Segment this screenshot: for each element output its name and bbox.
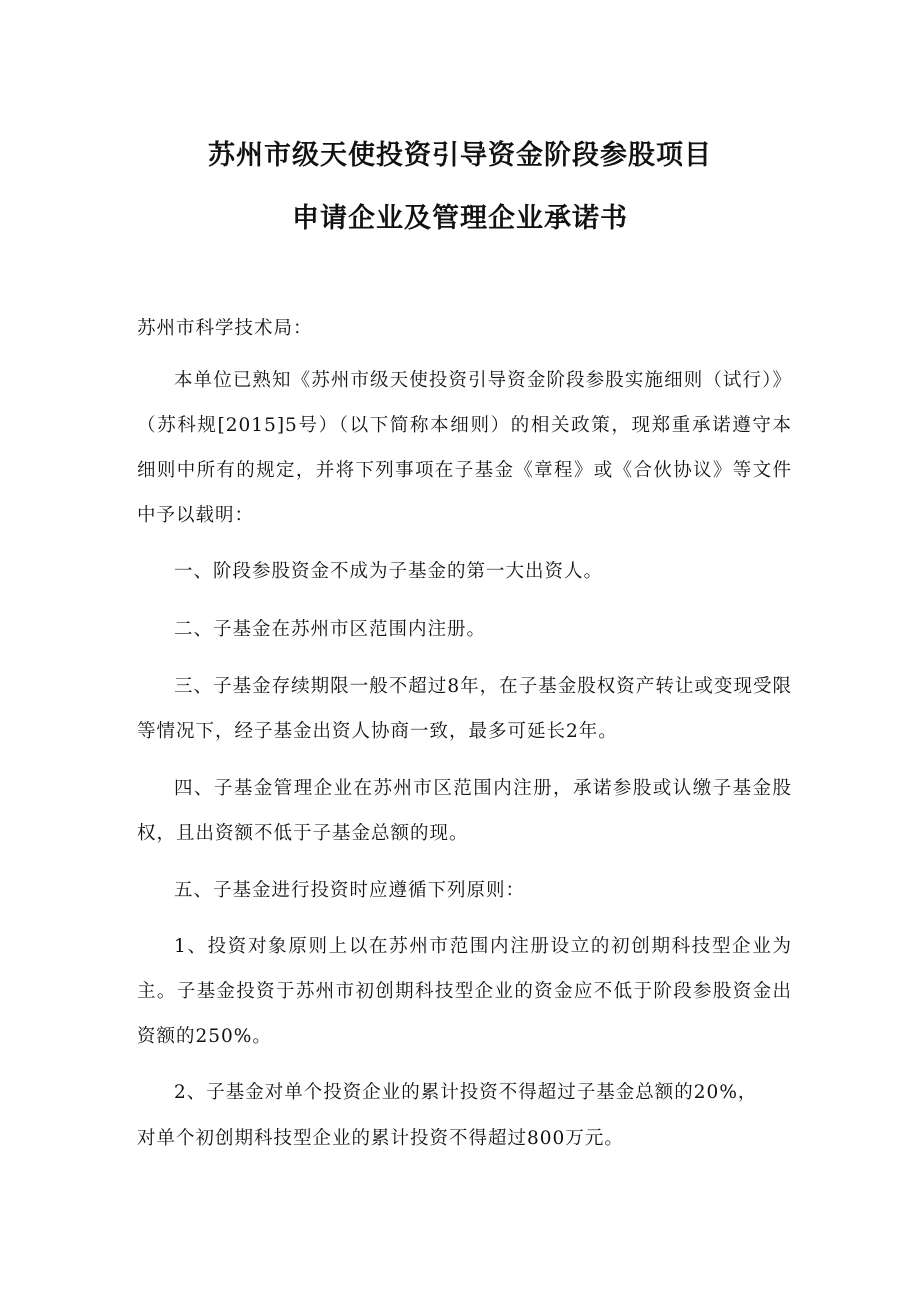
salutation: 苏州市科学技术局： bbox=[137, 318, 313, 339]
paragraph-intro: 本单位已熟知《苏州市级天使投资引导资金阶段参股实施细则（试行）》（苏科规[2015]5号）（以下简称本细则）的相关政策，现郑重承诺遵守本细则中所有的规定，并将下列事项在子基金《章程》或《合伙协议》等文件中予以载明： bbox=[137, 370, 792, 526]
paragraph-item-4: 四、子基金管理企业在苏州市区范围内注册，承诺参股或认缴子基金股权，且出资额不低于子基金总额的现。 bbox=[137, 778, 792, 844]
paragraph-subitem-2: 2、子基金对单个投资企业的累计投资不得超过子基金总额的20%， bbox=[174, 1082, 758, 1103]
paragraph-subitem-2-continued: 对单个初创期科技型企业的累计投资不得超过800万元。 bbox=[137, 1128, 624, 1149]
document-title-line-1: 苏州市级天使投资引导资金阶段参股项目 bbox=[208, 140, 712, 171]
paragraph-item-3: 三、子基金存续期限一般不超过8年，在子基金股权资产转让或变现受限等情况下，经子基金出资人协商一致，最多可延长2年。 bbox=[137, 676, 792, 742]
paragraph-item-1: 一、阶段参股资金不成为子基金的第一大出资人。 bbox=[174, 561, 604, 582]
paragraph-subitem-1: 1、投资对象原则上以在苏州市范围内注册设立的初创期科技型企业为主。子基金投资于苏州市初创期科技型企业的资金应不低于阶段参股资金出资额的250%。 bbox=[137, 936, 792, 1047]
paragraph-item-2: 二、子基金在苏州市区范围内注册。 bbox=[174, 619, 487, 640]
document-title-line-2: 申请企业及管理企业承诺书 bbox=[292, 203, 628, 234]
paragraph-item-5: 五、子基金进行投资时应遵循下列原则： bbox=[174, 880, 526, 901]
